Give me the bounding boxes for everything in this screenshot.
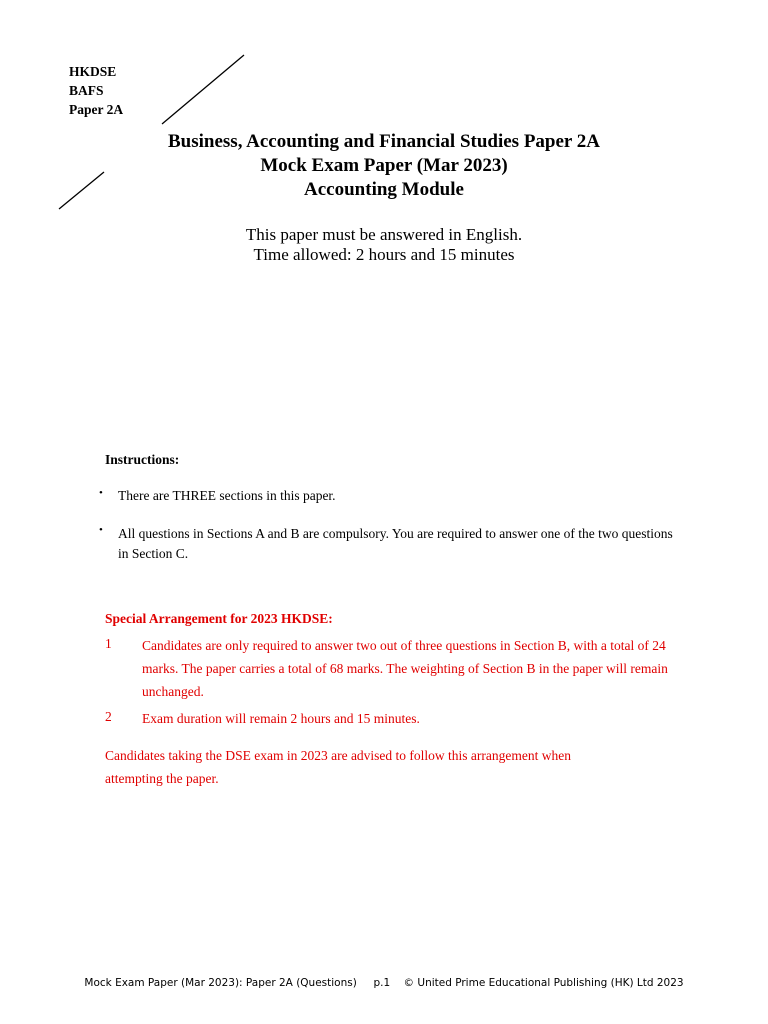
special-item-2-text: Exam duration will remain 2 hours and 15 minutes. xyxy=(142,711,420,726)
corner-bafs: BAFS xyxy=(69,83,104,98)
special-arrangement-heading: Special Arrangement for 2023 HKDSE: xyxy=(105,611,333,626)
language-note: This paper must be answered in English. xyxy=(245,225,523,244)
instructions-heading: Instructions: xyxy=(105,452,180,467)
slash-line-top xyxy=(162,55,244,124)
bullet-2: • xyxy=(99,524,103,536)
special-item-1-number: 1 xyxy=(105,636,112,651)
corner-header xyxy=(69,62,123,119)
instruction-item-1: There are THREE sections in this paper. xyxy=(118,488,336,503)
corner-hkdse: HKDSE xyxy=(69,64,117,79)
time-allowed: Time allowed: 2 hours and 15 minutes xyxy=(253,245,515,264)
bullet-1: • xyxy=(99,487,103,499)
special-item-2-number: 2 xyxy=(105,709,112,724)
exam-subtitle: Mock Exam Paper (Mar 2023) xyxy=(260,155,508,176)
instruction-item-2: All questions in Sections A and B are compulsory. You are required to answer one of the two questions in Section C. xyxy=(118,526,673,561)
module-title: Accounting Module xyxy=(304,179,464,200)
special-arrangement-note: Candidates taking the DSE exam in 2023 are advised to follow this arrangement when attempting the paper. xyxy=(105,748,572,786)
special-item-1-text: Candidates are only required to answer two out of three questions in Section B, with a total of 24 marks. The paper carries a total of 68 marks. The weighting of Section B in the paper will remain unchanged. xyxy=(142,638,668,699)
page-title: Business, Accounting and Financial Studies Paper 2A xyxy=(168,131,600,152)
corner-paper: Paper 2A xyxy=(69,102,124,117)
page-footer: Mock Exam Paper (Mar 2023): Paper 2A (Questions) p.1 © United Prime Educational Publishing (HK) Ltd 2023 xyxy=(84,977,684,989)
